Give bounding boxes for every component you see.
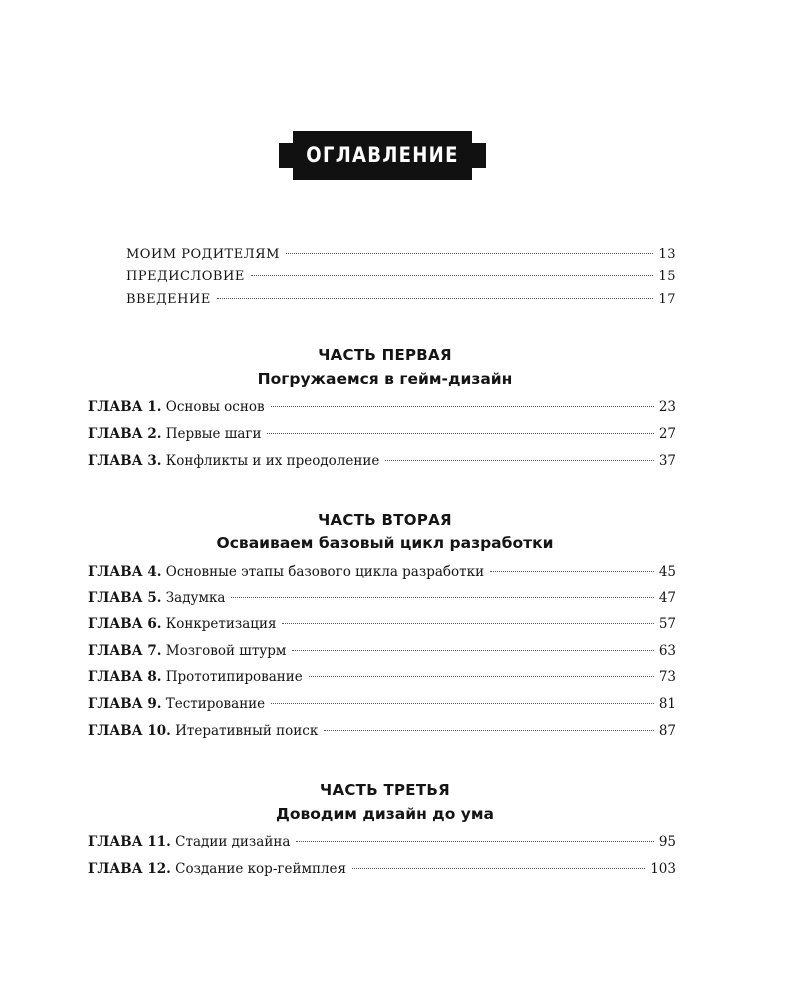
chapter-title: Конфликты и их преодоление	[165, 453, 380, 469]
toc-entry-chapter-5[interactable]	[88, 588, 676, 608]
toc-entry-chapter-11[interactable]	[88, 832, 676, 852]
toc-entry-label: ПРЕДИСЛОВИЕ	[126, 269, 245, 284]
toc-entry-label: ВВЕДЕНИЕ	[126, 292, 211, 307]
chapter-number: ГЛАВА 11.	[88, 834, 171, 850]
chapter-number: ГЛАВА 10.	[88, 723, 171, 739]
toc-page-number: 17	[658, 292, 676, 307]
chapter-number: ГЛАВА 7.	[88, 643, 162, 659]
part-2-subtitle: Осваиваем базовый цикл разработки	[216, 534, 554, 552]
chapter-title: Мозговой штурм	[165, 643, 287, 659]
toc-page-number: 63	[658, 643, 676, 659]
chapter-number: ГЛАВА 4.	[88, 564, 162, 580]
chapter-title: Основы основ	[165, 399, 265, 415]
chapter-number: ГЛАВА 9.	[88, 696, 162, 712]
toc-entry-chapter-3[interactable]	[88, 451, 676, 471]
toc-entry-foreword[interactable]	[126, 267, 676, 287]
banner-left-wing	[279, 143, 293, 168]
toc-page-number: 45	[658, 564, 676, 580]
part-1-subtitle: Погружаемся в гейм-дизайн	[257, 370, 513, 388]
toc-page-number: 73	[658, 669, 676, 685]
toc-page-number: 15	[658, 269, 676, 284]
dot-leader	[324, 730, 654, 731]
chapter-title: Первые шаги	[165, 426, 262, 442]
chapter-number: ГЛАВА 1.	[88, 399, 162, 415]
toc-entry-introduction[interactable]	[126, 290, 676, 310]
toc-entry-chapter-6[interactable]	[88, 614, 676, 634]
toc-entry-chapter-10[interactable]	[88, 721, 676, 741]
toc-entry-chapter-4[interactable]	[88, 562, 676, 582]
chapter-number: ГЛАВА 8.	[88, 669, 162, 685]
toc-page-number: 13	[658, 247, 676, 262]
dot-leader	[271, 406, 654, 407]
toc-page-number: 57	[658, 616, 676, 632]
toc-entry-chapter-12[interactable]	[88, 859, 676, 879]
chapter-title: Стадии дизайна	[175, 834, 291, 850]
chapter-title: Конкретизация	[165, 616, 277, 632]
chapter-number: ГЛАВА 2.	[88, 426, 162, 442]
chapter-title: Итеративный поиск	[175, 723, 319, 739]
dot-leader	[292, 650, 653, 651]
toc-entry-chapter-9[interactable]	[88, 694, 676, 714]
dot-leader	[267, 433, 653, 434]
toc-entry-chapter-2[interactable]	[88, 424, 676, 444]
toc-title: ОГЛАВЛЕНИЕ	[306, 143, 459, 167]
chapter-title: Задумка	[165, 590, 226, 606]
toc-page-number: 47	[658, 590, 676, 606]
toc-entry-label: МОИМ РОДИТЕЛЯМ	[126, 247, 280, 262]
part-1-heading: ЧАСТЬ ПЕРВАЯ	[318, 346, 452, 364]
toc-entry-chapter-8[interactable]	[88, 667, 676, 687]
chapter-number: ГЛАВА 12.	[88, 861, 171, 877]
dot-leader	[271, 703, 654, 704]
toc-page-number: 103	[650, 861, 676, 877]
toc-title-banner	[279, 131, 486, 180]
chapter-title: Тестирование	[165, 696, 266, 712]
toc-page-number: 37	[658, 453, 676, 469]
toc-page-number: 27	[658, 426, 676, 442]
part-3-subtitle: Доводим дизайн до ума	[276, 805, 494, 823]
dot-leader	[296, 841, 653, 842]
chapter-number: ГЛАВА 3.	[88, 453, 162, 469]
toc-page-number: 23	[658, 399, 676, 415]
chapter-title: Создание кор-геймплея	[175, 861, 347, 877]
dot-leader	[309, 676, 654, 677]
toc-page-number: 95	[658, 834, 676, 850]
dot-leader	[217, 298, 654, 299]
dot-leader	[490, 571, 654, 572]
toc-entry-dedication[interactable]	[126, 245, 676, 265]
dot-leader	[282, 623, 653, 624]
dot-leader	[385, 460, 653, 461]
toc-page-number: 87	[658, 723, 676, 739]
part-2-heading: ЧАСТЬ ВТОРАЯ	[318, 511, 452, 529]
toc-entry-chapter-1[interactable]	[88, 397, 676, 417]
dot-leader	[251, 275, 654, 276]
banner-right-wing	[472, 143, 486, 168]
toc-entry-chapter-7[interactable]	[88, 641, 676, 661]
chapter-title: Основные этапы базового цикла разработки	[165, 564, 485, 580]
toc-page-number: 81	[658, 696, 676, 712]
dot-leader	[352, 868, 645, 869]
chapter-title: Прототипирование	[165, 669, 303, 685]
chapter-number: ГЛАВА 6.	[88, 616, 162, 632]
chapter-number: ГЛАВА 5.	[88, 590, 162, 606]
dot-leader	[231, 597, 653, 598]
dot-leader	[286, 253, 654, 254]
part-3-heading: ЧАСТЬ ТРЕТЬЯ	[320, 781, 450, 799]
